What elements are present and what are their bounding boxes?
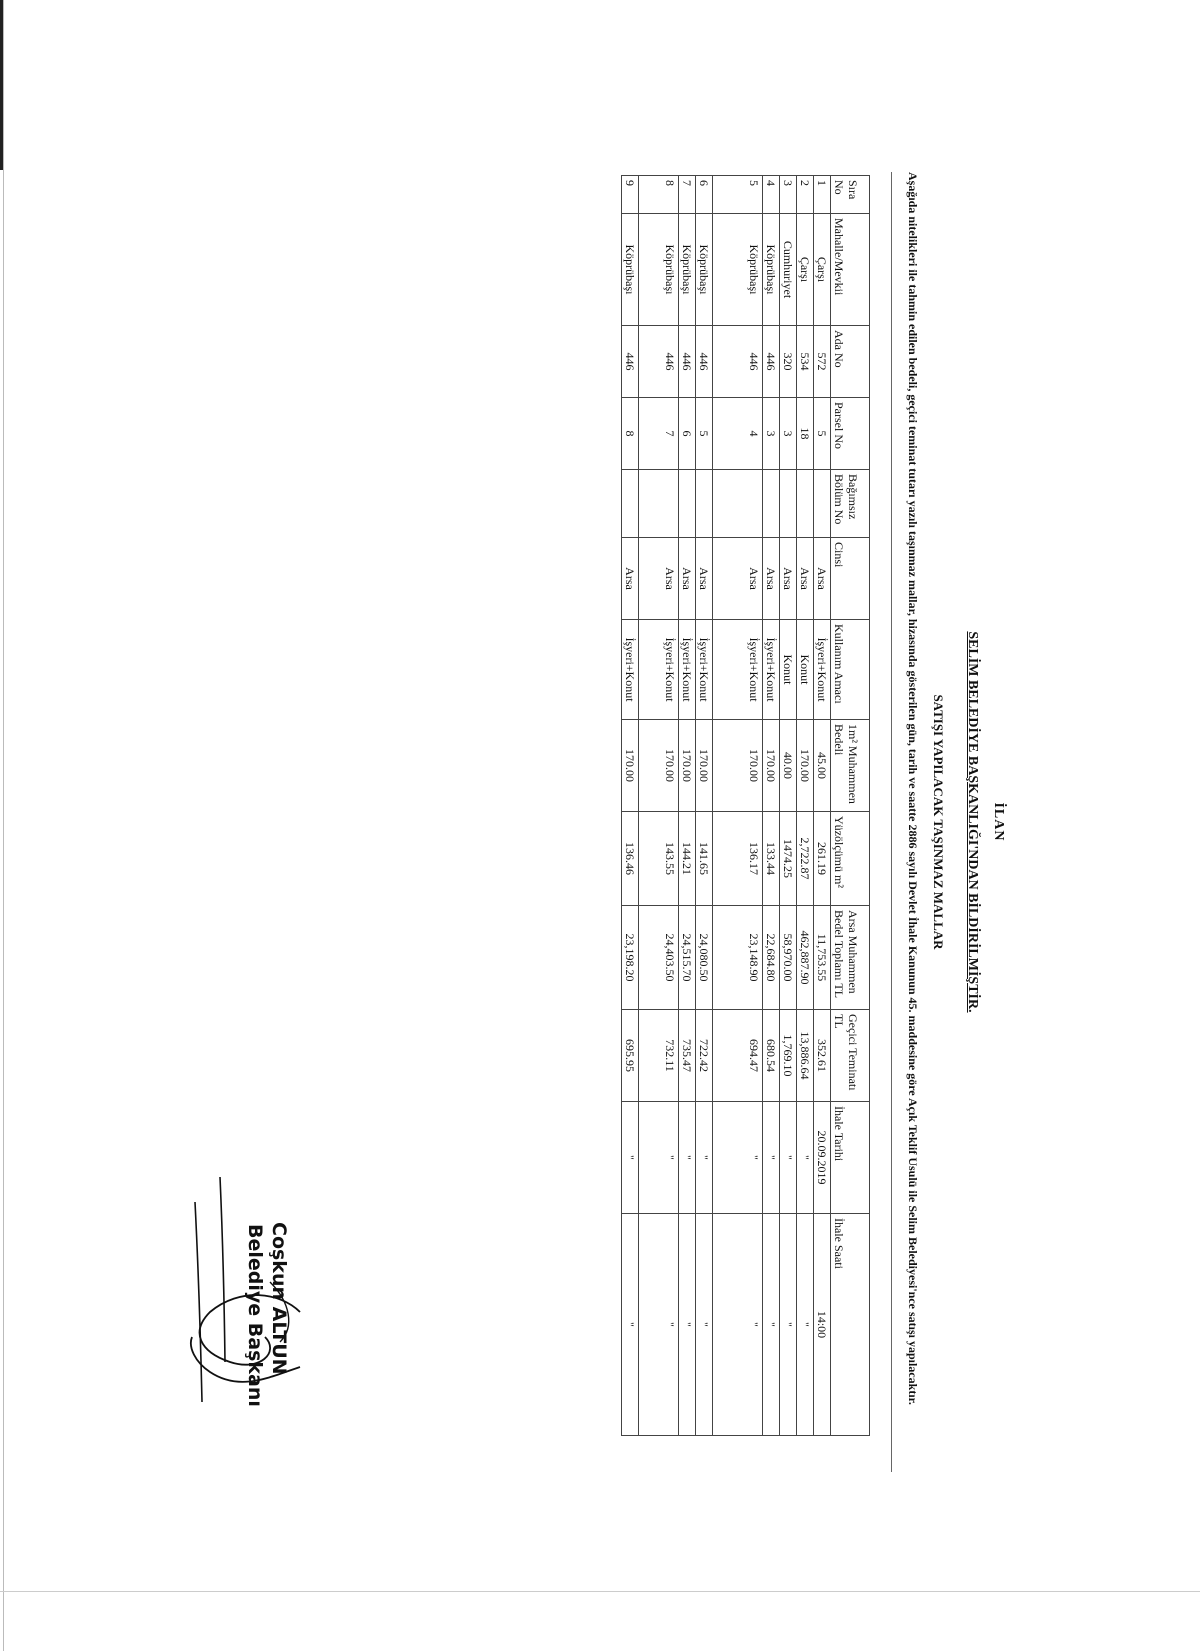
- cell-no: 8: [639, 176, 679, 214]
- cell-bagimsiz: [814, 470, 831, 538]
- cell-yuzolcum: 136.46: [622, 812, 639, 906]
- cell-tarih: 20.09.2019: [814, 1102, 831, 1214]
- cell-toplam: 24,403.50: [639, 906, 679, 1010]
- cell-amac: İşyeri+Konut: [696, 620, 713, 720]
- cell-teminat: 735.47: [679, 1010, 696, 1102]
- cell-amac: İşyeri+Konut: [679, 620, 696, 720]
- cell-bagimsiz: [622, 470, 639, 538]
- cell-parsel: 3: [763, 398, 780, 470]
- cell-tarih: ": [622, 1102, 639, 1214]
- cell-tarih: ": [797, 1102, 814, 1214]
- cell-tarih: ": [780, 1102, 797, 1214]
- cell-teminat: 352.61: [814, 1010, 831, 1102]
- column-header: Cinsi: [831, 538, 870, 620]
- cell-bagimsiz: [797, 470, 814, 538]
- cell-cinsi: Arsa: [713, 538, 763, 620]
- cell-amac: İşyeri+Konut: [622, 620, 639, 720]
- cell-yuzolcum: 143.55: [639, 812, 679, 906]
- table-row: [679, 176, 696, 1436]
- cell-m2_bedel: 170.00: [763, 720, 780, 812]
- cell-ada: 446: [763, 326, 780, 398]
- column-header: Geçici Teminatı TL: [831, 1010, 870, 1102]
- cell-saat: ": [713, 1214, 763, 1436]
- cell-saat: 14:00: [814, 1214, 831, 1436]
- cell-amac: İşyeri+Konut: [814, 620, 831, 720]
- cell-cinsi: Arsa: [814, 538, 831, 620]
- cell-ada: 446: [696, 326, 713, 398]
- cell-toplam: 24,515.70: [679, 906, 696, 1010]
- cell-mahalle: Köprübaşı: [679, 214, 696, 326]
- table-row: [622, 176, 639, 1436]
- organization-title: SELİM BELEDİYE BAŞKANLIĞI'NDAN BİLDİRİLMİŞTİR.: [965, 631, 980, 1013]
- cell-teminat: 695.95: [622, 1010, 639, 1102]
- cell-cinsi: Arsa: [679, 538, 696, 620]
- cell-ada: 446: [639, 326, 679, 398]
- cell-parsel: 6: [679, 398, 696, 470]
- scan-border-line: [3, 0, 4, 1651]
- cell-toplam: 23,198.20: [622, 906, 639, 1010]
- table-row: [713, 176, 763, 1436]
- cell-toplam: 23,148.90: [713, 906, 763, 1010]
- cell-mahalle: Köprübaşı: [622, 214, 639, 326]
- cell-tarih: ": [679, 1102, 696, 1214]
- table-header-row: [831, 176, 870, 1436]
- cell-teminat: 680.54: [763, 1010, 780, 1102]
- intro-paragraph: Aşağıda nitelikleri ile tahmin edilen bedeli, geçici teminat tutarı yazılı taşınmaz mallar, hizasında gösterilen gün, tarih ve saatte 2886 sayılı Devlet İhale Kanunun 45. maddesine göre Açık Teklif Usulü ile Selim Belediyesi'nce satışı yapılacaktır.: [906, 172, 920, 1405]
- cell-tarih: ": [713, 1102, 763, 1214]
- cell-no: 3: [780, 176, 797, 214]
- signature-block: [160, 1162, 360, 1452]
- cell-bagimsiz: [780, 470, 797, 538]
- cell-toplam: 58,970.00: [780, 906, 797, 1010]
- table-row: [696, 176, 713, 1436]
- signatory-title: Belediye Başkanı: [244, 1224, 266, 1407]
- cell-yuzolcum: 2,722.87: [797, 812, 814, 906]
- cell-parsel: 5: [814, 398, 831, 470]
- cell-m2_bedel: 170.00: [622, 720, 639, 812]
- cell-cinsi: Arsa: [763, 538, 780, 620]
- cell-toplam: 462,887.90: [797, 906, 814, 1010]
- cell-yuzolcum: 144.21: [679, 812, 696, 906]
- cell-cinsi: Arsa: [780, 538, 797, 620]
- column-header: İhale Tarihi: [831, 1102, 870, 1214]
- cell-bagimsiz: [713, 470, 763, 538]
- cell-no: 2: [797, 176, 814, 214]
- cell-m2_bedel: 45.00: [814, 720, 831, 812]
- signatory-name: Coşkun ALTUN: [268, 1222, 290, 1375]
- divider: [891, 172, 892, 1472]
- cell-amac: Konut: [797, 620, 814, 720]
- cell-saat: ": [679, 1214, 696, 1436]
- cell-no: 1: [814, 176, 831, 214]
- column-header: Ada No: [831, 326, 870, 398]
- cell-yuzolcum: 261.19: [814, 812, 831, 906]
- cell-toplam: 24,080.50: [696, 906, 713, 1010]
- column-header: Kullanım Amacı: [831, 620, 870, 720]
- cell-amac: İşyeri+Konut: [763, 620, 780, 720]
- column-header: Bağımsız Bölüm No: [831, 470, 870, 538]
- cell-no: 5: [713, 176, 763, 214]
- cell-m2_bedel: 170.00: [797, 720, 814, 812]
- section-heading: SATIŞI YAPILACAK TAŞINMAZ MALLAR: [931, 694, 946, 950]
- cell-saat: ": [622, 1214, 639, 1436]
- cell-mahalle: Çarşı: [797, 214, 814, 326]
- cell-ada: 534: [797, 326, 814, 398]
- notice-sheet: [150, 152, 1010, 1492]
- column-header: İhale Saati: [831, 1214, 870, 1436]
- cell-yuzolcum: 1474.25: [780, 812, 797, 906]
- cell-cinsi: Arsa: [639, 538, 679, 620]
- cell-amac: Konut: [780, 620, 797, 720]
- cell-bagimsiz: [763, 470, 780, 538]
- cell-mahalle: Çarşı: [814, 214, 831, 326]
- table-row: [780, 176, 797, 1436]
- cell-no: 6: [696, 176, 713, 214]
- bottom-divider: [0, 1591, 1200, 1592]
- cell-teminat: 13,886.64: [797, 1010, 814, 1102]
- cell-parsel: 5: [696, 398, 713, 470]
- cell-tarih: ": [696, 1102, 713, 1214]
- cell-teminat: 732.11: [639, 1010, 679, 1102]
- cell-toplam: 11,753.55: [814, 906, 831, 1010]
- cell-mahalle: Cumhuriyet: [780, 214, 797, 326]
- cell-no: 9: [622, 176, 639, 214]
- cell-toplam: 22,684.80: [763, 906, 780, 1010]
- cell-parsel: 8: [622, 398, 639, 470]
- cell-mahalle: Köprübaşı: [639, 214, 679, 326]
- cell-teminat: 722.42: [696, 1010, 713, 1102]
- cell-no: 7: [679, 176, 696, 214]
- cell-cinsi: Arsa: [797, 538, 814, 620]
- cell-teminat: 1,769.10: [780, 1010, 797, 1102]
- table-row: [639, 176, 679, 1436]
- cell-m2_bedel: 170.00: [679, 720, 696, 812]
- cell-m2_bedel: 170.00: [713, 720, 763, 812]
- cell-yuzolcum: 141.65: [696, 812, 713, 906]
- cell-amac: İşyeri+Konut: [713, 620, 763, 720]
- cell-amac: İşyeri+Konut: [639, 620, 679, 720]
- cell-teminat: 694.47: [713, 1010, 763, 1102]
- cell-yuzolcum: 136.17: [713, 812, 763, 906]
- column-header: Parsel No: [831, 398, 870, 470]
- cell-bagimsiz: [639, 470, 679, 538]
- cell-saat: ": [696, 1214, 713, 1436]
- cell-saat: ": [763, 1214, 780, 1436]
- cell-ada: 446: [713, 326, 763, 398]
- table-body: [622, 176, 831, 1436]
- column-header: Arsa Muhammen Bedel Toplamı TL: [831, 906, 870, 1010]
- cell-mahalle: Köprübaşı: [763, 214, 780, 326]
- cell-cinsi: Arsa: [622, 538, 639, 620]
- cell-ada: 320: [780, 326, 797, 398]
- cell-tarih: ": [763, 1102, 780, 1214]
- cell-cinsi: Arsa: [696, 538, 713, 620]
- notice-title: İLAN: [991, 802, 1006, 842]
- table-row: [814, 176, 831, 1436]
- cell-parsel: 7: [639, 398, 679, 470]
- cell-m2_bedel: 170.00: [639, 720, 679, 812]
- cell-parsel: 18: [797, 398, 814, 470]
- cell-ada: 446: [622, 326, 639, 398]
- column-header: 1m² Muhammen Bedeli: [831, 720, 870, 812]
- cell-saat: ": [639, 1214, 679, 1436]
- cell-mahalle: Köprübaşı: [696, 214, 713, 326]
- cell-tarih: ": [639, 1102, 679, 1214]
- cell-m2_bedel: 170.00: [696, 720, 713, 812]
- cell-parsel: 4: [713, 398, 763, 470]
- cell-mahalle: Köprübaşı: [713, 214, 763, 326]
- cell-yuzolcum: 133.44: [763, 812, 780, 906]
- cell-saat: ": [780, 1214, 797, 1436]
- cell-m2_bedel: 40.00: [780, 720, 797, 812]
- cell-ada: 572: [814, 326, 831, 398]
- table-row: [797, 176, 814, 1436]
- column-header: Mahalle/Mevkii: [831, 214, 870, 326]
- cell-bagimsiz: [696, 470, 713, 538]
- column-header: Yüzölçümü m²: [831, 812, 870, 906]
- cell-parsel: 3: [780, 398, 797, 470]
- column-header: Sıra No: [831, 176, 870, 214]
- table-row: [763, 176, 780, 1436]
- property-table: [621, 175, 870, 1436]
- cell-bagimsiz: [679, 470, 696, 538]
- cell-no: 4: [763, 176, 780, 214]
- cell-saat: ": [797, 1214, 814, 1436]
- cell-ada: 446: [679, 326, 696, 398]
